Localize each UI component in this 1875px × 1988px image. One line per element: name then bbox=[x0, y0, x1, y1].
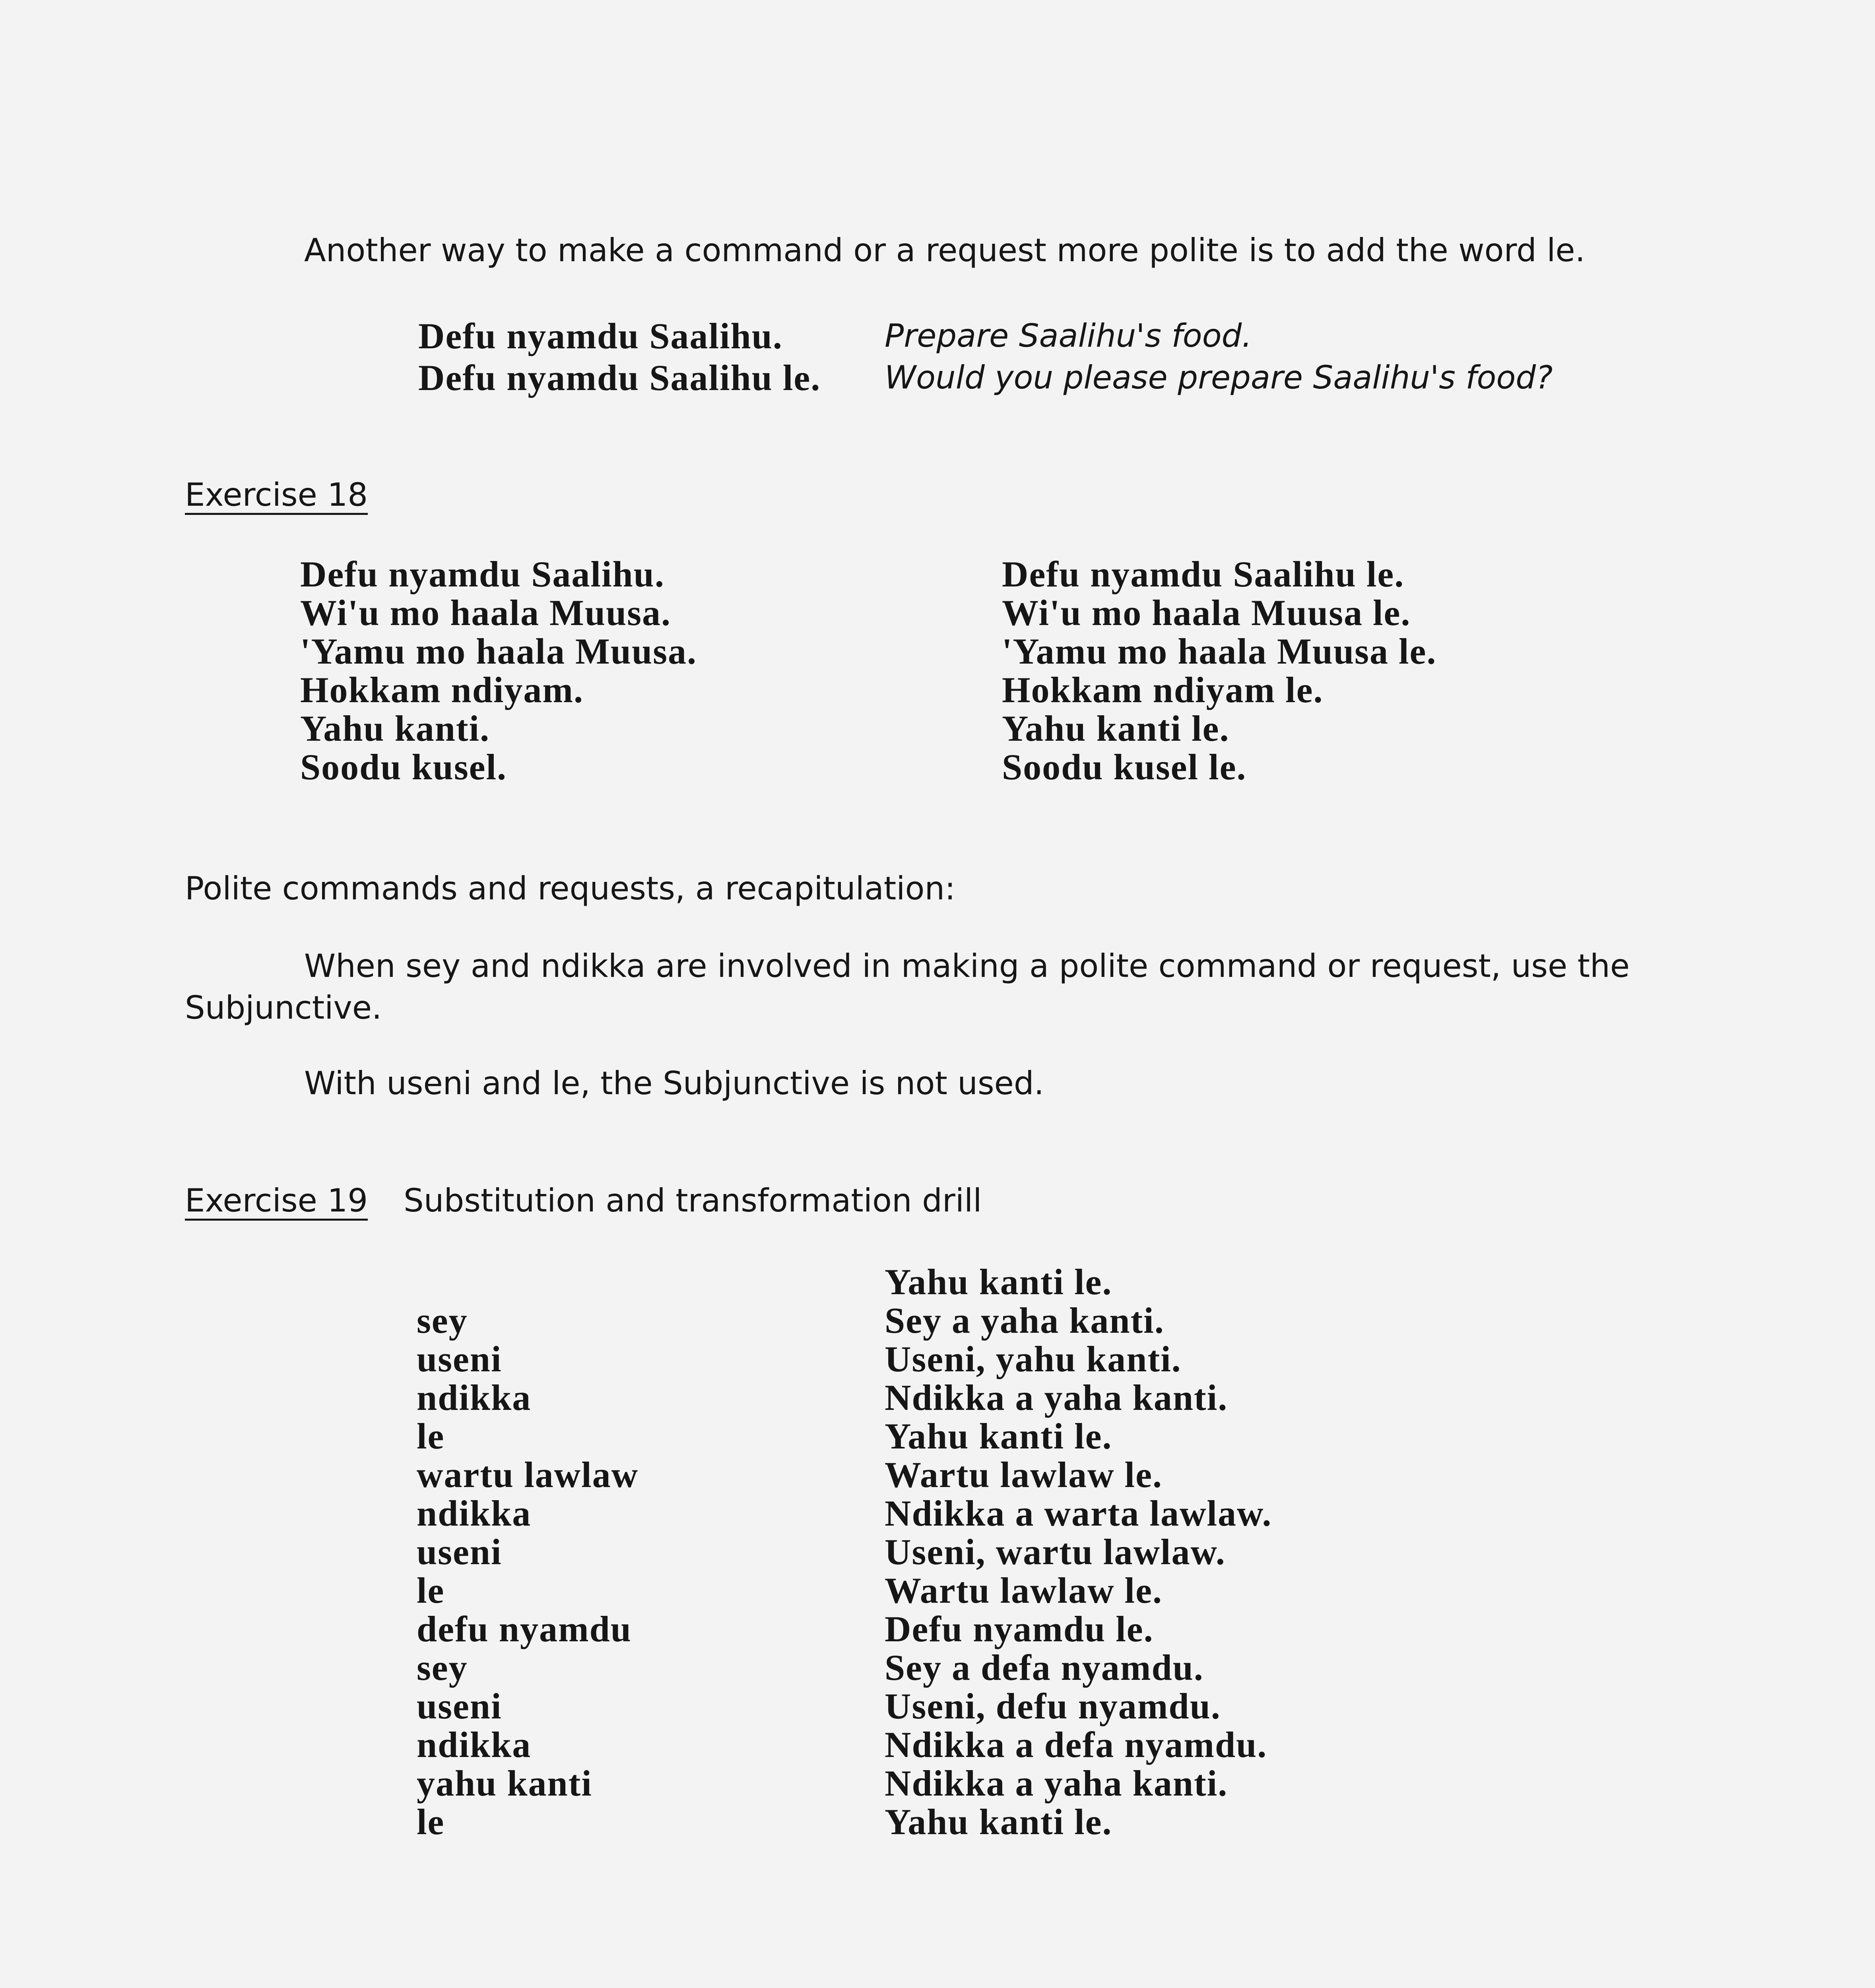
intro-sentence: Another way to make a command or a request more polite is to add the word le. bbox=[304, 232, 1586, 269]
cue-item: useni bbox=[417, 1339, 502, 1379]
cue-item: le bbox=[417, 1802, 445, 1842]
response-item: Defu nyamdu le. bbox=[885, 1609, 1154, 1649]
response-item: Yahu kanti le. bbox=[885, 1416, 1112, 1456]
recap-paragraph-1-line-1: When sey and ndikka are involved in making a polite command or request, use the bbox=[304, 947, 1630, 984]
response-item: Ndikka a yaha kanti. bbox=[885, 1377, 1228, 1418]
recap-heading: Polite commands and requests, a recapitulation: bbox=[185, 870, 956, 907]
cue-item: le bbox=[417, 1416, 445, 1456]
exercise-18-left-column bbox=[300, 555, 697, 786]
response-item: Wartu lawlaw le. bbox=[885, 1454, 1163, 1495]
cue-item: le bbox=[417, 1570, 445, 1611]
response-item: Ndikka a warta lawlaw. bbox=[885, 1493, 1272, 1534]
exercise-18-right-item: Yahu kanti le. bbox=[1002, 708, 1230, 749]
recap-paragraph-2: With useni and le, the Subjunctive is not used. bbox=[304, 1065, 1044, 1102]
exercise-18-left-item: Yahu kanti. bbox=[300, 708, 490, 749]
exercise-18-heading: Exercise 18 bbox=[185, 476, 368, 513]
cue-item: wartu lawlaw bbox=[417, 1454, 639, 1495]
exercise-18-left-item: Defu nyamdu Saalihu. bbox=[300, 554, 665, 594]
cue-item: yahu kanti bbox=[417, 1763, 592, 1804]
exercise-18-right-column bbox=[1002, 555, 1436, 786]
exercise-18-right-item: Defu nyamdu Saalihu le. bbox=[1002, 554, 1405, 594]
exercise-18-right-item: Hokkam ndiyam le. bbox=[1002, 670, 1324, 710]
response-item: Sey a yaha kanti. bbox=[885, 1300, 1165, 1341]
response-item: Wartu lawlaw le. bbox=[885, 1570, 1163, 1611]
cue-item: sey bbox=[417, 1647, 468, 1688]
exercise-19-cues-column bbox=[417, 1301, 639, 1841]
response-item: Ndikka a yaha kanti. bbox=[885, 1763, 1228, 1804]
exercise-18-left-item: Wi'u mo haala Muusa. bbox=[300, 592, 671, 633]
example-native-2: Defu nyamdu Saalihu le. bbox=[418, 357, 821, 398]
exercise-19-subtitle: Substitution and transformation drill bbox=[404, 1182, 982, 1219]
response-item: Useni, yahu kanti. bbox=[885, 1339, 1182, 1379]
cue-item: defu nyamdu bbox=[417, 1609, 632, 1649]
example-native-1: Defu nyamdu Saalihu. bbox=[418, 316, 783, 356]
exercise-18-right-item: 'Yamu mo haala Muusa le. bbox=[1002, 631, 1437, 672]
cue-item: ndikka bbox=[417, 1493, 532, 1534]
exercise-19-heading: Exercise 19 bbox=[185, 1182, 368, 1219]
cue-item: ndikka bbox=[417, 1377, 532, 1418]
exercise-18-left-item: 'Yamu mo haala Muusa. bbox=[300, 631, 697, 672]
response-item: Yahu kanti le. bbox=[885, 1262, 1112, 1302]
recap-paragraph-1-line-2: Subjunctive. bbox=[185, 989, 382, 1026]
response-item: Sey a defa nyamdu. bbox=[885, 1647, 1204, 1688]
cue-item: ndikka bbox=[417, 1724, 532, 1765]
response-item: Useni, wartu lawlaw. bbox=[885, 1532, 1226, 1572]
exercise-18-right-item: Soodu kusel le. bbox=[1002, 747, 1247, 787]
exercise-18-left-item: Hokkam ndiyam. bbox=[300, 670, 584, 710]
response-item: Yahu kanti le. bbox=[885, 1802, 1112, 1842]
cue-item: useni bbox=[417, 1532, 502, 1572]
exercise-19-responses-column bbox=[885, 1263, 1272, 1841]
cue-item: useni bbox=[417, 1686, 502, 1726]
response-item: Useni, defu nyamdu. bbox=[885, 1686, 1221, 1726]
exercise-18-right-item: Wi'u mo haala Muusa le. bbox=[1002, 592, 1411, 633]
exercise-18-left-item: Soodu kusel. bbox=[300, 747, 507, 787]
example-gloss-2: Would you please prepare Saalihu's food? bbox=[885, 359, 1553, 396]
response-item: Ndikka a defa nyamdu. bbox=[885, 1724, 1267, 1765]
example-gloss-1: Prepare Saalihu's food. bbox=[885, 317, 1252, 354]
cue-item: sey bbox=[417, 1300, 468, 1341]
